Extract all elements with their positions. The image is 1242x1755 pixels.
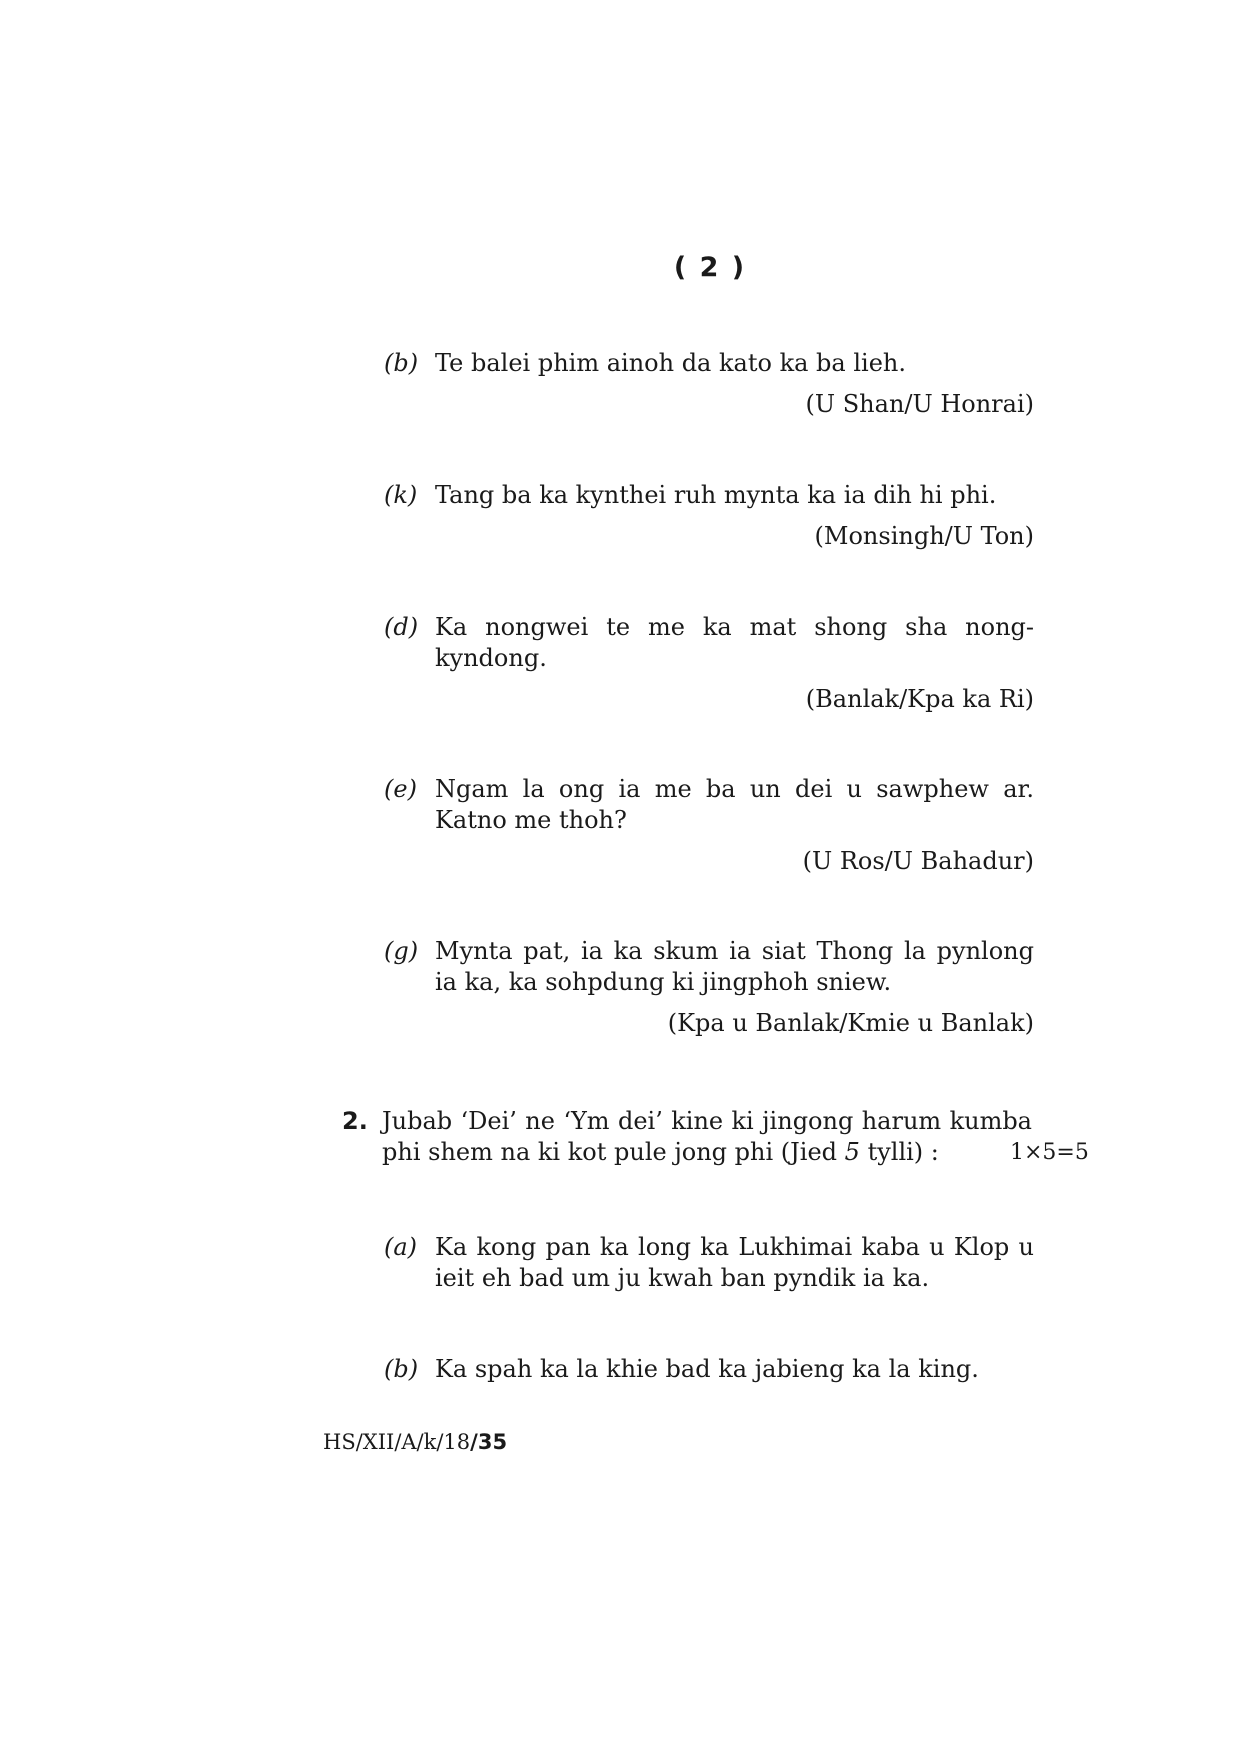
item-label: (e) [384,775,417,803]
question-text-before: Jubab ‘Dei’ ne ‘Ym dei’ kine ki jingong harum kumba phi shem na ki kot pule jong phi (Jied [382,1107,1032,1166]
question-text-after: tylli) : [859,1138,939,1166]
item-speaker: (U Shan/U Honrai) [805,390,1034,418]
item-text: Ngam la ong ia me ba un dei u sawphew ar. Katno me thoh? [435,775,1034,834]
footer-code-number: /35 [470,1430,508,1454]
item-label: (b) [384,349,419,377]
item-label: (d) [384,613,419,641]
item-speaker: (U Ros/U Bahadur) [802,847,1034,875]
q1-item-k [384,480,1034,552]
page-number: ( 2 ) [673,252,747,283]
question-2 [342,1106,1092,1168]
item-label: (a) [384,1233,418,1261]
item-text: Ka kong pan ka long ka Lukhimai kaba u Klop u ieit eh bad um ju kwah ban pyndik ia ka. [435,1233,1034,1292]
question-marks: 1×5=5 [1010,1140,1089,1165]
item-speaker: (Monsingh/U Ton) [814,522,1034,550]
question-count: 5 [844,1138,860,1166]
item-text: Ka nongwei te me ka mat shong sha nong-kyndong. [435,613,1034,672]
q2-item-b [384,1354,1034,1385]
item-speaker: (Banlak/Kpa ka Ri) [805,685,1034,713]
q2-item-a [384,1232,1034,1294]
q1-item-e [384,774,1034,877]
question-text [382,1106,1032,1168]
item-text: Ka spah ka la khie bad ka jabieng ka la king. [435,1355,979,1383]
item-label: (k) [384,481,418,509]
item-label: (g) [384,937,419,965]
footer-code [323,1428,507,1456]
item-text: Mynta pat, ia ka skum ia siat Thong la pynlong ia ka, ka sohpdung ki jingphoh sniew. [435,937,1034,996]
q1-item-b [384,348,1034,420]
footer-code-text: HS/XII/A/k/18 [323,1430,471,1454]
question-number: 2. [342,1107,368,1135]
item-text: Te balei phim ainoh da kato ka ba lieh. [435,349,906,377]
item-speaker: (Kpa u Banlak/Kmie u Banlak) [667,1009,1034,1037]
q1-item-g [384,936,1034,1039]
item-label: (b) [384,1355,419,1383]
item-text: Tang ba ka kynthei ruh mynta ka ia dih hi phi. [435,481,997,509]
q1-item-d [384,612,1034,715]
